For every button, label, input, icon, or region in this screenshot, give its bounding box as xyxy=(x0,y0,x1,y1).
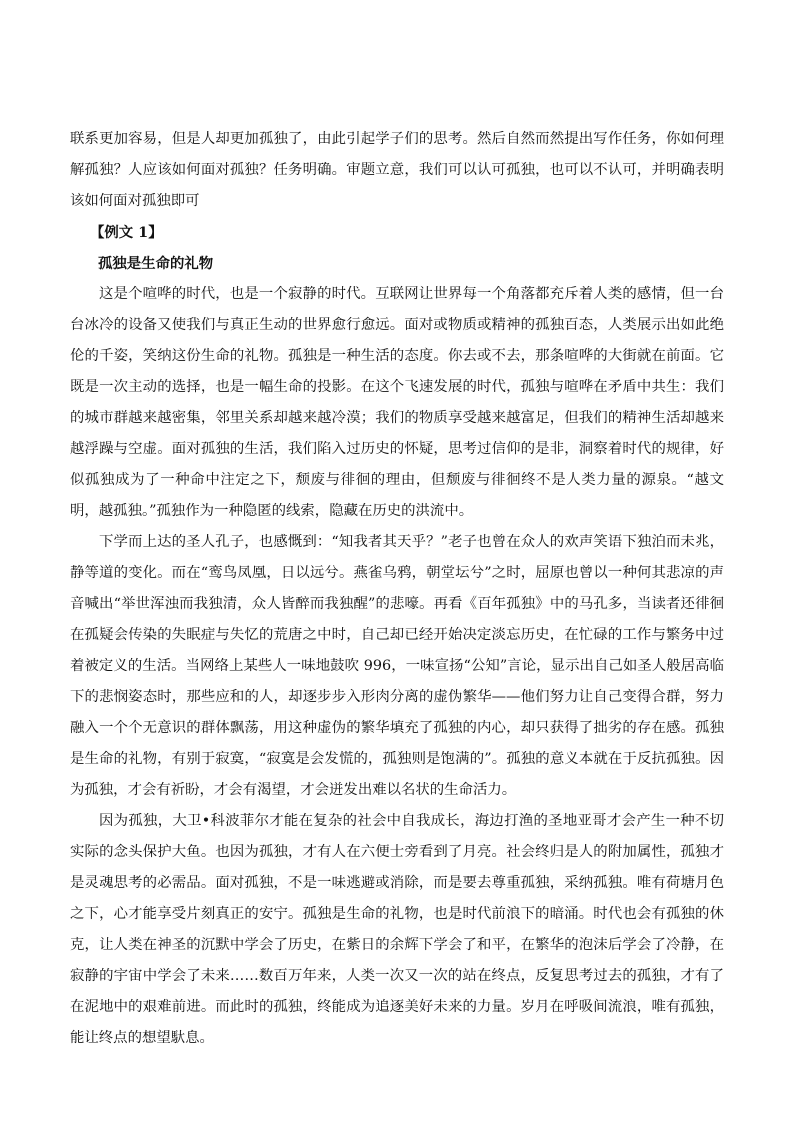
essay-paragraph-2: 下学而上达的圣人孔子，也感慨到：“知我者其天乎？”老子也曾在众人的欢声笑语下独泊而未兆，静等道的变化。而在“鸾鸟凤凰，日以远兮。燕雀乌鸦，朝堂坛兮”之时，屈原也曾以一种何其悲凉的声音喊出“举世浑浊而我独清，众人皆醉而我独醒”的悲嚎。再看《百年孤独》中的马孔多，当读者还徘徊在孤疑会传染的失眠症与失忆的荒唐之中时，自己却已经开始决定淡忘历史，在忙碌的工作与繁务中过着被定义的生活。当网络上某些人一味地鼓吹 996，一味宣扬“公知”言论，显示出自己如圣人般居高临下的悲悯姿态时，那些应和的人，却逐步步入形肉分离的虚伪繁华——他们努力让自己变得合群，努力融入一个个无意识的群体飘荡，用这种虚伪的繁华填充了孤独的内心，却只获得了拙劣的存在感。孤独是生命的礼物，有别于寂寞，“寂寞是会发慌的，孤独则是饱满的”。孤独的意义本就在于反抗孤独。因为孤独，才会有祈盼，才会有渴望，才会迸发出难以名状的生命活力。 xyxy=(70,534,724,798)
document-page xyxy=(70,124,724,1054)
essay-paragraph-1: 这是个喧哗的时代，也是一个寂静的时代。互联网让世界每一个角落都充斥着人类的感情，但一台台冰冷的设备又使我们与真正生动的世界愈行愈远。面对或物质或精神的孤独百态，人类展示出如此绝伦的千姿，笑纳这份生命的礼物。孤独是一种生活的态度。你去或不去，那条喧哗的大街就在前面。它既是一次主动的选择，也是一幅生命的投影。在这个飞速发展的时代，孤独与喧哗在矛盾中共生：我们的城市群越来越密集，邻里关系却越来越冷漠；我们的物质享受越来越富足，但我们的精神生活却越来越浮躁与空虚。面对孤独的生活，我们陷入过历史的怀疑，思考过信仰的是非，洞察着时代的规律，好似孤独成为了一种命中注定之下，颓废与徘徊的理由，但颓废与徘徊终不是人类力量的源泉。“越文明，越孤独。”孤独作为一种隐匿的线索，隐藏在历史的洪流中。 xyxy=(70,286,724,519)
essay-title: 孤独是生命的礼物 xyxy=(98,255,214,272)
essay-paragraph-3: 因为孤独，大卫•科波菲尔才能在复杂的社会中自我成长，海边打渔的圣地亚哥才会产生一种不切实际的念头保护大鱼。也因为孤独，才有人在六便士旁看到了月亮。社会终归是人的附加属性，孤独才是灵魂思考的必需品。面对孤独，不是一味逃避或消除，而是要去尊重孤独，采纳孤独。唯有荷塘月色之下，心才能享受片刻真正的安宁。孤独是生命的礼物，也是时代前浪下的暗涌。时代也会有孤独的休克，让人类在神圣的沉默中学会了历史，在紫日的余辉下学会了和平，在繁华的泡沫后学会了冷静，在寂静的宇宙中学会了未来……数百万年来，人类一次又一次的站在终点，反复思考过去的孤独，才有了在泥地中的艰难前进。而此时的孤独，终能成为追逐美好未来的力量。岁月在呼吸间流浪，唯有孤独，能让终点的想望馱息。 xyxy=(70,813,724,1046)
intro-paragraph: 联系更加容易，但是人却更加孤独了，由此引起学子们的思考。然后自然而然提出写作任务，你如何理解孤独？人应该如何面对孤独？任务明确。审题立意，我们可以认可孤独，也可以不认可，并明确表明该如何面对孤独即可 xyxy=(70,131,724,209)
example-label: 【例文 1】 xyxy=(90,224,163,241)
